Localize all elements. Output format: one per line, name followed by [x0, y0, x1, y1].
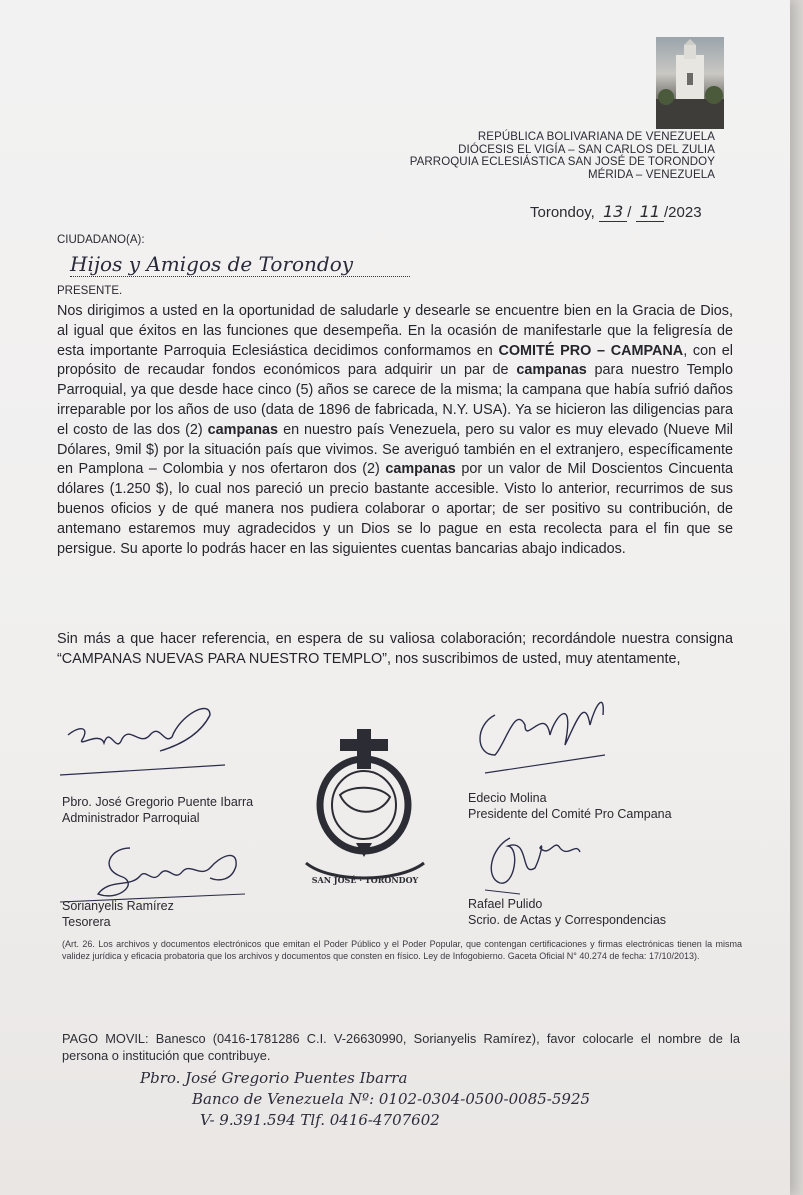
salutation-label: CIUDADANO(A):	[57, 234, 145, 246]
signatory-role: Tesorera	[62, 915, 111, 929]
church-icon	[656, 37, 724, 129]
presente-label: PRESENTE.	[57, 285, 123, 297]
letterhead-line: DIÓCESIS EL VIGÍA – SAN CARLOS DEL ZULIA	[458, 143, 715, 156]
body-bold: campanas	[207, 421, 279, 438]
date-month: 11	[636, 202, 664, 222]
date-year: 2023	[668, 204, 702, 221]
signatory-name: Pbro. José Gregorio Puente Ibarra	[62, 795, 254, 809]
body-bold: COMITÉ PRO – CAMPANA	[498, 342, 684, 359]
signatory-2	[468, 790, 672, 822]
hand-line: Pbro. José Gregorio Puentes Ibarra	[140, 1069, 408, 1087]
seal-text: SAN JOSÉ · TORONDOY	[311, 875, 419, 885]
signature-puente	[60, 695, 230, 785]
pago-movil-text: PAGO MOVIL: Banesco (0416-1781286 C.I. V-26630990, Sorianyelis Ramírez), favor colocarle el nombre de la persona o institución que contribuye.	[62, 1031, 740, 1063]
signature-molina	[465, 685, 615, 785]
letterhead-line: REPÚBLICA BOLIVARIANA DE VENEZUELA	[477, 131, 715, 143]
signatory-name: Sorianyelis Ramírez	[62, 899, 174, 913]
signatory-3	[62, 898, 174, 930]
body-text: en nuestro país Venezuela, pero su valor es muy elevado (Nueve Mil Dólares, 9mil $) por la situación país que vivimos. Se averiguó también en el extranjero, específicamente en Pamplona – Colombia y nos ofertaron dos (2)	[57, 421, 734, 478]
body-text: Nos dirigimos a usted en la oportunidad de saludarle y desearle se encuentre bien en la Gracia de Dios, al igual que éxitos en las funciones que desempeña. En la ocasión de manifestarle que la feligresía de esta importante Parroquia Eclesiástica decidimos conformamos en	[57, 303, 733, 359]
signatory-4	[468, 896, 666, 928]
body-text: , con el propósito de recaudar fondos económicos para adquirir un par de	[57, 342, 733, 379]
body-bold: campanas	[385, 461, 456, 478]
legal-note: (Art. 26. Los archivos y documentos electrónicos que emitan el Poder Público y el Poder Popular, que contengan certificaciones y firmas electrónicas tienen la misma validez jurídica y eficacia probatoria que los archivos y documentos que consten en físico. Ley de Infogobierno. Gaceta Oficial N° 40.274 de fecha: 17/10/2013).	[62, 939, 742, 961]
date-place: Torondoy,	[530, 204, 595, 221]
hand-line: Banco de Venezuela Nº: 0102-0304-0500-0085-5925	[192, 1090, 591, 1108]
letterhead-line: PARROQUIA ECLESIÁSTICA SAN JOSÉ DE TORONDOY	[409, 156, 715, 168]
date-line: Torondoy, 13 / 11 /2023	[530, 202, 702, 221]
signatory-role: Administrador Parroquial	[62, 811, 200, 825]
letter-body	[57, 302, 733, 559]
body-bold: campanas	[516, 362, 587, 379]
parish-seal	[300, 725, 430, 890]
signatory-1	[62, 794, 253, 826]
signatory-role: Scrio. de Actas y Correspondencias	[468, 913, 667, 927]
hand-line: V- 9.391.594 Tlf. 0416-4707602	[200, 1111, 440, 1129]
date-day: 13	[599, 202, 627, 222]
body-text: para nuestro Templo Parroquial, ya que desde hace cinco (5) años se carece de la misma; la campana que había sufrió daños irreparable por los años de uso (data de 1896 de fabricada, N.Y. USA). Ya se hicieron las diligencias para el costo de las dos (2)	[57, 362, 734, 438]
signatory-role: Presidente del Comité Pro Campana	[468, 807, 672, 821]
closing-paragraph: Sin más a que hacer referencia, en espera de su valiosa colaboración; recordándole nuestra consigna “CAMPANAS NUEVAS PARA NUESTRO TEMPLO”, nos suscribimos de usted, muy atentamente,	[57, 631, 733, 667]
letterhead-line: MÉRIDA – VENEZUELA	[587, 168, 715, 181]
signatory-name: Edecio Molina	[468, 791, 547, 805]
letterhead	[410, 131, 715, 181]
signature-pulido	[480, 828, 590, 898]
church-photo	[656, 37, 724, 129]
handwritten-bank-details	[140, 1068, 590, 1131]
addressee-handwritten: Hijos y Amigos de Torondoy	[70, 252, 410, 277]
body-text: por un valor de Mil Doscientos Cincuenta dólares (1.250 $), lo cual nos pareció un precio bastante accesible. Visto lo anterior, recurrimos de sus buenos oficios y de qué manera nos pudiera colaborar o aportar; de ser positivo su contribución, de antemano estaremos muy agradecidos y un Dios se lo pague en esta recolecta para el fin que se persigue. Su aporte lo podrás hacer en las siguientes cuentas bancarias abajo indicados.	[57, 461, 734, 557]
signatory-name: Rafael Pulido	[468, 897, 543, 911]
